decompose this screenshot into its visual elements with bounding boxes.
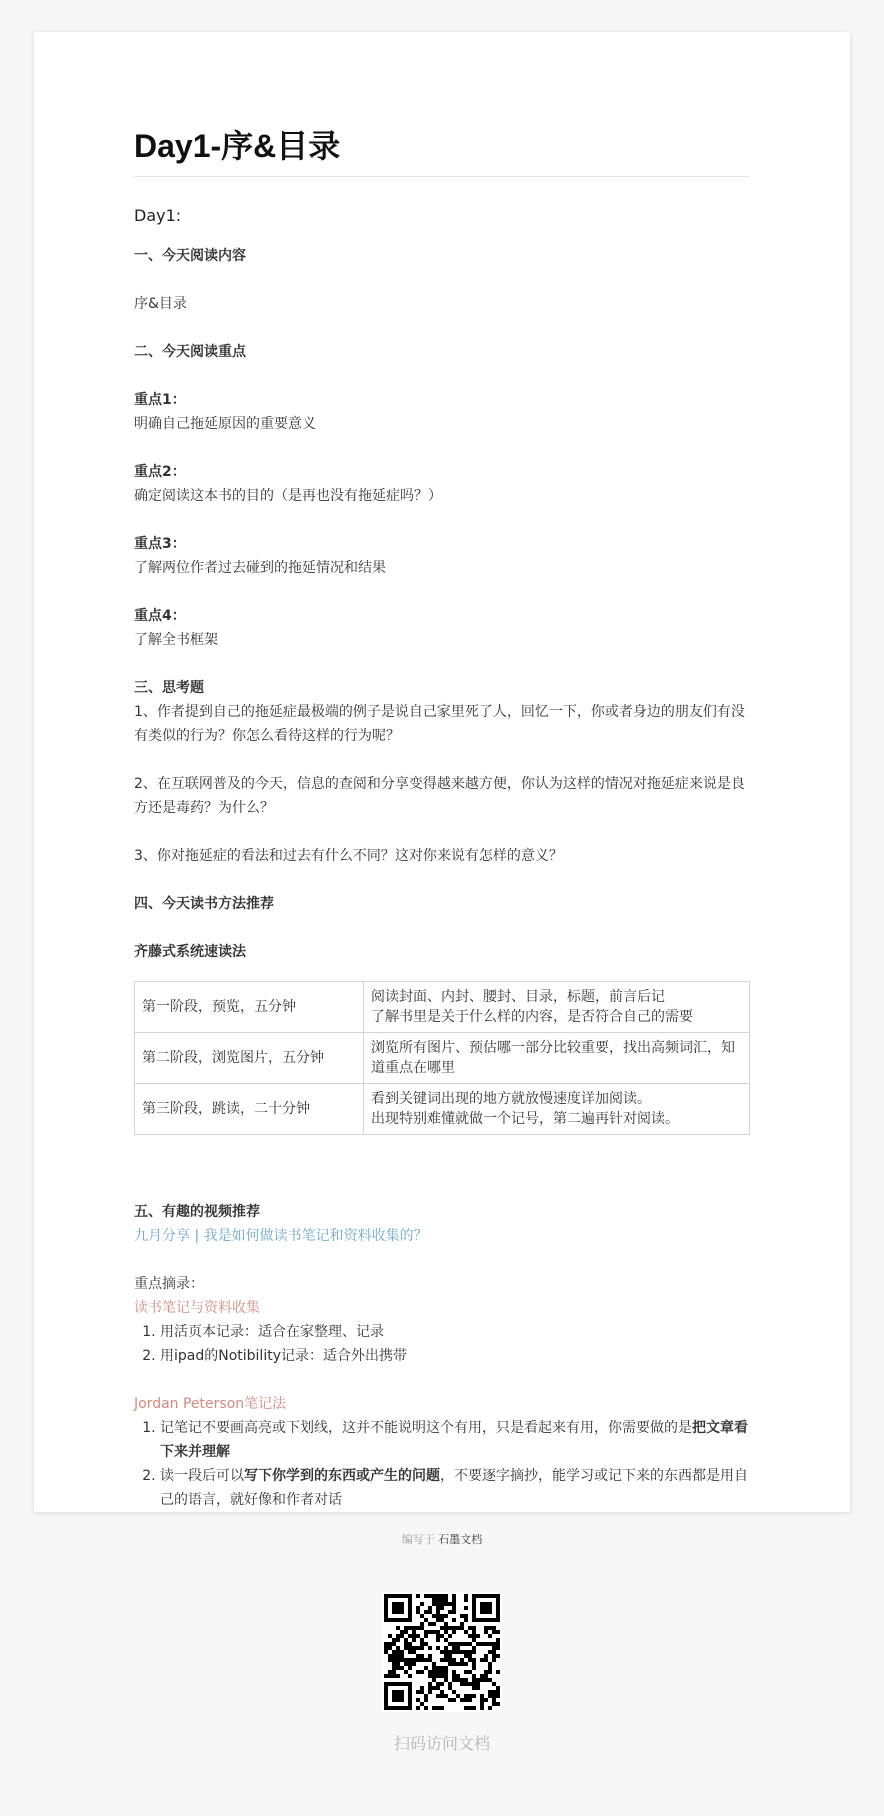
- description-line: 看到关键词出现的地方就放慢速度详加阅读。: [371, 1091, 651, 1107]
- key-point-text: 了解两位作者过去碰到的拖延情况和结果: [134, 560, 386, 576]
- method-title: 齐藤式系统速读法: [134, 944, 246, 960]
- stage-cell: 第三阶段，跳读，二十分钟: [135, 1084, 364, 1135]
- stage-cell: 第二阶段，浏览图片，五分钟: [135, 1033, 364, 1084]
- description-cell: [364, 1033, 750, 1084]
- section-heading-video: 五、有趣的视频推荐: [134, 1204, 260, 1220]
- list-item-bold-text: 写下你学到的东西或产生的问题: [244, 1468, 440, 1484]
- section-heading-reading-content: 一、今天阅读内容: [134, 248, 246, 264]
- table-row: [135, 1084, 750, 1135]
- description-line: 浏览所有图片、预估哪一部分比较重要，找出高频词汇，知道重点在哪里: [371, 1040, 735, 1076]
- reading-content-text: 序&目录: [134, 296, 187, 312]
- key-point-label: 重点3：: [134, 536, 186, 552]
- key-point-label: 重点2：: [134, 464, 186, 480]
- list-item: [160, 1416, 750, 1464]
- description-cell: [364, 1084, 750, 1135]
- description-line: 出现特别难懂就做一个记号，第二遍再针对阅读。: [371, 1111, 679, 1127]
- section-heading-key-points: 二、今天阅读重点: [134, 344, 246, 360]
- question-text: 2、在互联网普及的今天，信息的查阅和分享变得越来越方便，你认为这样的情况对拖延症来说是良方还是毒药？为什么？: [134, 776, 745, 816]
- qr-code-icon: [382, 1592, 502, 1712]
- table-row: [135, 982, 750, 1033]
- key-point-label: 重点1：: [134, 392, 186, 408]
- footer-credit: [0, 1531, 884, 1547]
- notes-list: [134, 1320, 750, 1368]
- brand-link[interactable]: 石墨文档: [438, 1533, 483, 1546]
- page-title: Day1-序&目录: [134, 126, 750, 177]
- section-heading-reading-method: 四、今天读书方法推荐: [134, 896, 274, 912]
- list-item: 1. 用活页本记录：适合在家整理、记录: [160, 1320, 750, 1344]
- notes-title: 读书笔记与资料收集: [134, 1300, 260, 1316]
- question-text: 3、你对拖延症的看法和过去有什么不同？这对你来说有怎样的意义？: [134, 848, 563, 864]
- description-line: 阅读封面、内封、腰封、目录，标题，前言后记: [371, 989, 665, 1005]
- day-label: Day1:: [134, 206, 182, 225]
- list-item: 2. 用ipad的Notibility记录：适合外出携带: [160, 1344, 750, 1368]
- list-item-text: 记笔记不要画高亮或下划线，这并不能说明这个有用，只是看起来有用，你需要做的是: [160, 1420, 692, 1436]
- document-page: [34, 32, 850, 1512]
- key-point-text: 确定阅读这本书的目的（是再也没有拖延症吗？）: [134, 488, 442, 504]
- table-row: [135, 1033, 750, 1084]
- key-point-text: 了解全书框架: [134, 632, 218, 648]
- stage-cell: 第一阶段，预览，五分钟: [135, 982, 364, 1033]
- list-item: [160, 1464, 750, 1512]
- list-item-bold-text: 把文章看下来并理解: [160, 1420, 748, 1460]
- method-table: [134, 981, 750, 1135]
- key-point-label: 重点4：: [134, 608, 186, 624]
- description-line: 了解书里是关于什么样的内容，是否符合自己的需要: [371, 1009, 693, 1025]
- jordan-peterson-title: Jordan Peterson笔记法: [134, 1396, 287, 1412]
- list-item-text: 读一段后可以: [160, 1468, 244, 1484]
- key-point-text: 明确自己拖延原因的重要意义: [134, 416, 316, 432]
- summary-label: 重点摘录：: [134, 1276, 204, 1292]
- written-in-label: 编写于: [401, 1533, 435, 1546]
- scan-to-visit-label: 扫码访问文档: [393, 1734, 490, 1753]
- section-heading-questions: 三、思考题: [134, 680, 204, 696]
- jordan-peterson-list: [134, 1416, 750, 1512]
- question-text: 1、作者提到自己的拖延症最极端的例子是说自己家里死了人，回忆一下，你或者身边的朋友们有没有类似的行为？你怎么看待这样的行为呢？: [134, 704, 745, 744]
- list-item-text: ，不要逐字摘抄，能学习或记下来的东西都是用自己的语言，就好像和作者对话: [160, 1468, 748, 1508]
- video-link[interactable]: 九月分享 | 我是如何做读书笔记和资料收集的？: [134, 1228, 428, 1244]
- description-cell: [364, 982, 750, 1033]
